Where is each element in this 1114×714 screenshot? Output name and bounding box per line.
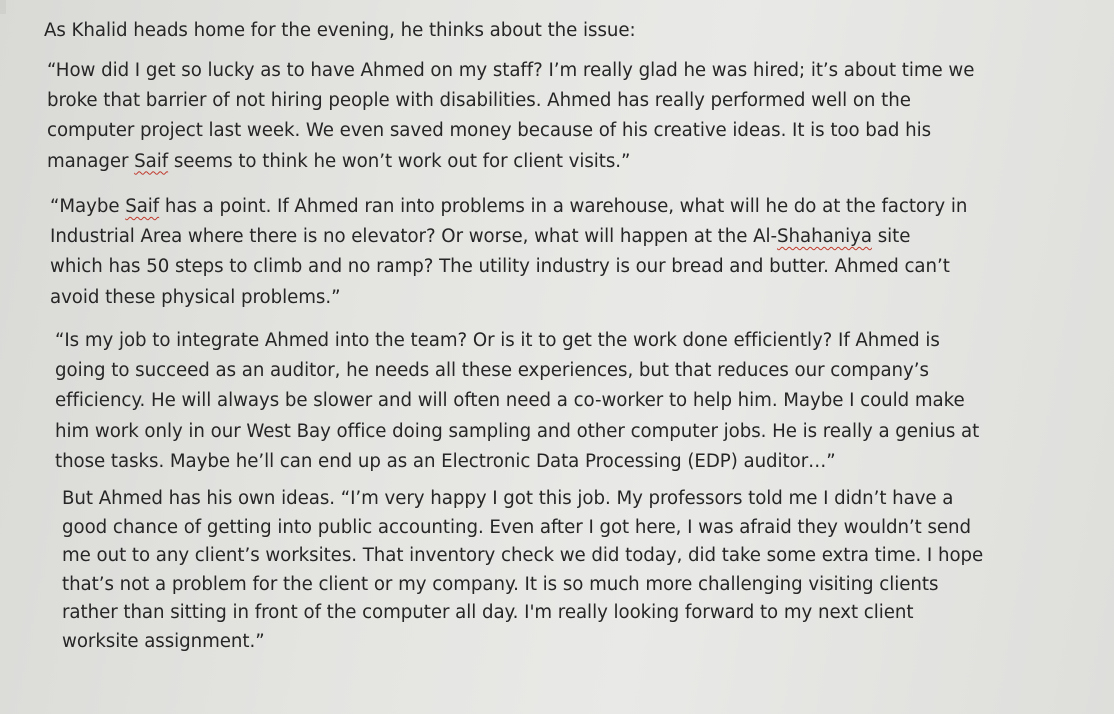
text-segment: seems to think he won’t work out for client visits.” [168,150,631,172]
spellcheck-flagged-word: Shahaniya [777,226,872,248]
intro-paragraph [44,16,636,46]
text-line: But Ahmed has his own ideas. “I’m very happy I got this job. My professors told me I didn’t have a [62,488,954,509]
text-line [50,192,967,222]
page-edge-mark [0,0,6,14]
text-line: me out to any client’s worksites. That inventory check we did today, did take some extra time. I hope [62,545,984,567]
text-line: broke that barrier of not hiring people with disabilities. Ahmed has really performed well on the [47,90,911,112]
spellcheck-flagged-word: Saif [125,196,160,217]
spellcheck-flagged-word: Saif [134,150,169,172]
text-segment: has a point. If Ahmed ran into problems in a warehouse, what will he do at the factory in [159,196,968,217]
text-segment: “Maybe [50,196,126,217]
text-line: good chance of getting into public accounting. Even after I got here, I was afraid they wouldn’t send [62,516,972,538]
text-line: him work only in our West Bay office doing sampling and other computer jobs. He is really a genius at [55,420,980,442]
khalid-quote-paragraph-2 [50,192,967,313]
text-line: which has 50 steps to climb and no ramp? The utility industry is our bread and butter. Ahmed can’t [50,256,950,278]
text-line: “How did I get so lucky as to have Ahmed on my staff? I’m really glad he was hired; it’s about time we [47,60,975,81]
text-line: worksite assignment.” [62,630,265,652]
text-line: computer project last week. We even saved money because of his creative ideas. It is too bad his [47,120,932,142]
khalid-quote-paragraph-3 [55,326,979,477]
text-line: “Is my job to integrate Ahmed into the team? Or is it to get the work done efficiently? If Ahmed is [55,330,940,351]
text-line: going to succeed as an auditor, he needs all these experiences, but that reduces our company’s [55,360,929,382]
text-segment: manager [47,150,135,172]
text-line [47,147,974,177]
ahmed-quote-paragraph [62,485,983,657]
text-line: avoid these physical problems.” [50,286,341,308]
text-line: rather than sitting in front of the computer all day. I'm really looking forward to my next client [62,602,914,624]
text-line [50,222,967,252]
text-segment: Industrial Area where there is no elevator? Or worse, what will happen at the Al- [50,226,778,248]
text-line: that’s not a problem for the client or my company. It is so much more challenging visiting clients [62,573,939,595]
text-segment: site [871,226,911,248]
khalid-quote-paragraph-1 [47,56,974,177]
text-line: those tasks. Maybe he’ll can end up as an Electronic Data Processing (EDP) auditor…” [55,450,836,472]
text-line: efficiency. He will always be slower and will often need a co-worker to help him. Maybe I could make [55,390,965,412]
text-line: As Khalid heads home for the evening, he thinks about the issue: [44,20,636,41]
